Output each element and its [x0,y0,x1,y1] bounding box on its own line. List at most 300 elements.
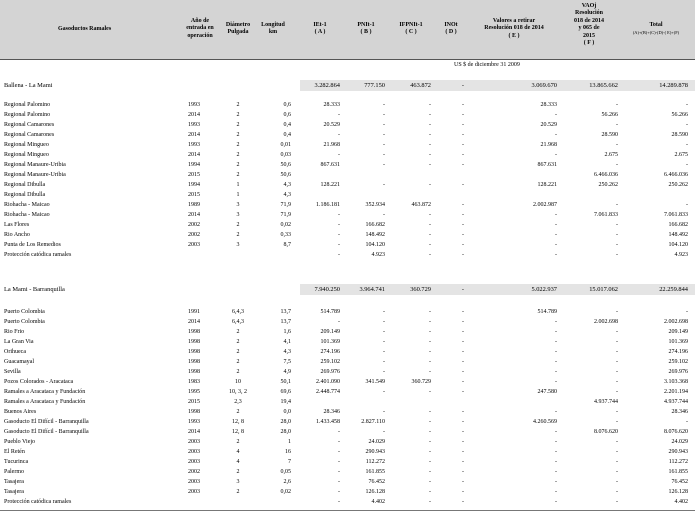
row-year: 2014 [188,212,200,218]
row-length: 13,7 [280,319,291,325]
header-col-a: IEt-1 ( A ) [313,22,327,36]
row-length: 0,4 [283,122,291,128]
row-value-t: 274.196 [668,349,688,355]
row-value-d: - [462,439,464,445]
row-diameter: 2 [236,222,240,228]
row-year: 2003 [188,479,200,485]
row-length: 0,05 [280,469,291,475]
row-value-f: - [616,102,618,108]
row-name: Pozos Colorados - Aracataca [4,379,74,385]
row-value-f: - [616,309,618,315]
row-value-f: - [616,379,618,385]
row-value-f: - [616,329,618,335]
row-length: 1,6 [283,329,291,335]
row-value-d: - [462,182,464,188]
row-value-t: 4.402 [674,499,688,505]
row-value-d: - [462,479,464,485]
row-value-b: - [383,152,385,158]
row-diameter: 2 [236,369,240,375]
row-value-b: - [383,162,385,168]
row-value-b: 290.943 [365,449,385,455]
row-name: Las Flores [4,222,30,228]
row-diameter: 2 [236,409,240,415]
row-value-e: - [555,222,557,228]
row-value-c: - [429,449,431,455]
row-value-a: - [338,439,340,445]
row-value-d: - [462,369,464,375]
row-value-e: - [555,242,557,248]
row-value-a: - [338,489,340,495]
row-value-d: - [462,409,464,415]
row-value-e: - [555,469,557,475]
row-value-f: - [616,122,618,128]
row-value-d: - [462,232,464,238]
row-value-a: 209.149 [320,329,340,335]
section-total-e: 5.022.937 [531,286,557,293]
row-diameter: 2 [236,329,240,335]
row-length: 50,6 [280,172,291,178]
row-length: 19,4 [280,399,291,405]
row-value-d: - [462,349,464,355]
row-year: 1993 [188,102,200,108]
row-diameter: 1 [236,192,240,198]
row-value-c: - [429,429,431,435]
row-value-e: - [555,112,557,118]
row-diameter: 3 [236,212,240,218]
row-value-c: - [429,369,431,375]
row-value-a: - [338,319,340,325]
row-value-e: - [555,359,557,365]
table-row [0,150,695,160]
row-value-t: 2.675 [674,152,688,158]
row-value-t: 28.346 [671,409,688,415]
header-gasoductos: Gasoductos Ramales [58,26,112,32]
row-value-c: - [429,142,431,148]
row-year: 2002 [188,232,200,238]
row-length: 7 [288,459,291,465]
row-value-b: - [383,429,385,435]
row-value-b: - [383,212,385,218]
section-total-d: - [461,82,464,89]
table-row [0,387,695,397]
row-diameter: 4 [236,449,240,455]
section-row [0,284,695,295]
row-value-d: - [462,242,464,248]
section-total-t: 22.259.844 [659,286,688,293]
row-value-c: - [429,182,431,188]
row-value-a: - [338,222,340,228]
table-row [0,487,695,497]
row-value-b: - [383,359,385,365]
row-name: Palermo [4,469,24,475]
table-row [0,417,695,427]
row-value-f: - [616,449,618,455]
row-diameter: 10 [235,379,241,385]
header-longitud: Longitud km [261,22,285,36]
row-value-d: - [462,222,464,228]
row-value-d: - [462,102,464,108]
row-value-c: - [429,242,431,248]
row-length: 0,03 [280,152,291,158]
row-value-d: - [462,309,464,315]
row-length: 0,33 [280,232,291,238]
row-diameter: 2 [236,489,240,495]
row-year: 1998 [188,339,200,345]
row-name: Orihueca [4,349,26,355]
row-name: Protección catódica ramales [4,499,72,505]
row-year: 2003 [188,449,200,455]
row-value-t: 8.076.620 [664,429,688,435]
row-name: Tasajera [4,489,24,495]
row-name: Regional Manaure-Uribia [4,162,66,168]
row-length: 0,6 [283,112,291,118]
row-value-a: 21.968 [323,142,340,148]
row-value-e: - [555,232,557,238]
row-value-e: - [555,132,557,138]
table-row [0,100,695,110]
row-value-e: - [555,429,557,435]
row-value-a: 28.346 [323,409,340,415]
row-name: Regional Camarones [4,132,55,138]
row-diameter: 10, 3, 2 [229,389,247,395]
section-total-b: 3.964.741 [359,286,385,293]
row-year: 1983 [188,379,200,385]
row-year: 1993 [188,142,200,148]
row-value-b: 126.128 [365,489,385,495]
row-value-b: - [383,349,385,355]
table-row [0,407,695,417]
row-name: Tasajera [4,479,24,485]
row-value-t: 76.452 [671,479,688,485]
row-value-t: 269.976 [668,369,688,375]
row-value-d: - [462,339,464,345]
row-value-b: - [383,142,385,148]
header-col-b: PNIt-1 ( B ) [357,22,375,36]
row-value-t: 161.855 [668,469,688,475]
row-name: Puerto Colombia [4,309,45,315]
row-value-f: 6.466.036 [594,172,618,178]
row-value-e: 247.580 [537,389,557,395]
row-value-a: - [338,242,340,248]
row-value-e: 514.789 [537,309,557,315]
row-value-b: - [383,409,385,415]
row-value-f: 2.002.698 [594,319,618,325]
row-value-a: - [338,112,340,118]
row-value-e: 28.333 [540,102,557,108]
row-diameter: 2 [236,142,240,148]
row-name: Buenos Aires [4,409,37,415]
row-value-b: - [383,102,385,108]
row-diameter: 2,3 [234,399,242,405]
row-value-e: - [555,212,557,218]
row-value-f: - [616,469,618,475]
row-length: 1 [288,439,291,445]
section-row [0,80,695,91]
row-name: El Retén [4,449,25,455]
row-diameter: 3 [236,242,240,248]
row-value-f: - [616,232,618,238]
section-total-c: 360.729 [410,286,431,293]
row-value-d: - [462,319,464,325]
row-year: 1998 [188,329,200,335]
row-value-e: - [555,499,557,505]
row-value-b: 161.855 [365,469,385,475]
row-value-e: - [555,319,557,325]
row-value-a: 101.369 [320,339,340,345]
row-name: Puerto Colombia [4,319,45,325]
row-value-c: - [429,112,431,118]
row-value-t: - [686,202,688,208]
table-row [0,497,695,507]
row-value-e: - [555,329,557,335]
row-name: Regional Mingueo [4,152,49,158]
row-name: Regional Camarones [4,122,55,128]
row-value-d: - [462,459,464,465]
row-diameter: 2 [236,172,240,178]
table-row [0,130,695,140]
row-length: 71,9 [280,202,291,208]
row-value-e: 4.260.569 [533,419,557,425]
row-name: Regional Palomino [4,112,51,118]
row-value-c: - [429,309,431,315]
row-value-t: 6.466.036 [664,172,688,178]
row-name: Ramales a Aracataca y Fundación [4,389,86,395]
row-value-b: 4.923 [371,252,385,258]
row-value-a: 2.448.774 [316,389,340,395]
section-total-a: 3.282.864 [314,82,340,89]
row-year: 2014 [188,112,200,118]
row-value-b: 76.452 [368,479,385,485]
table-row [0,357,695,367]
row-value-t: 126.128 [668,489,688,495]
row-value-f: - [616,389,618,395]
row-value-c: - [429,499,431,505]
row-value-t: 259.102 [668,359,688,365]
row-value-d: - [462,469,464,475]
row-value-b: 112.272 [365,459,385,465]
row-value-t: - [686,122,688,128]
row-value-a: 28.333 [323,102,340,108]
section-total-f: 15.017.062 [589,286,618,293]
row-length: 4,3 [283,349,291,355]
row-diameter: 2 [236,112,240,118]
row-value-t: 104.120 [668,242,688,248]
row-diameter: 2 [236,469,240,475]
row-length: 28,0 [280,419,291,425]
row-length: 0,01 [280,142,291,148]
header-diametro: Diámetro Pulgada [225,22,251,36]
row-value-f: - [616,142,618,148]
row-value-d: - [462,132,464,138]
row-value-t: 2.201.194 [664,389,688,395]
table-row [0,250,695,260]
row-value-b: - [383,319,385,325]
row-value-e: - [555,479,557,485]
row-year: 1998 [188,409,200,415]
table-row [0,307,695,317]
row-value-b: - [383,132,385,138]
header-col-f: VAOj Resolución 018 de 2014 y 065 de 2015 ( F ) [574,3,604,47]
table-row [0,110,695,120]
row-value-d: - [462,152,464,158]
row-value-f: 8.076.620 [594,429,618,435]
row-value-c: - [429,122,431,128]
row-value-b: - [383,389,385,395]
row-value-f: - [616,459,618,465]
row-diameter: 6,4,3 [232,319,244,325]
row-value-c: - [429,152,431,158]
row-value-c: - [429,232,431,238]
row-name: Gasoducto El Difícil - Barranquilla [4,419,89,425]
row-length: 69,6 [280,389,291,395]
row-length: 4,1 [283,339,291,345]
table-row [0,190,695,200]
row-length: 16 [285,449,291,455]
row-value-e: 20.529 [540,122,557,128]
row-year: 1991 [188,309,200,315]
row-value-a: - [338,152,340,158]
row-name: Regional Manaure-Uribia [4,172,66,178]
row-year: 2014 [188,319,200,325]
table-row [0,170,695,180]
row-value-f: 28.590 [601,132,618,138]
row-value-a: 259.102 [320,359,340,365]
row-value-d: - [462,449,464,455]
row-value-d: - [462,359,464,365]
section-total-d: - [461,286,464,293]
row-length: 0,0 [283,409,291,415]
row-value-b: - [383,309,385,315]
table-row [0,337,695,347]
row-year: 2015 [188,399,200,405]
row-value-d: - [462,162,464,168]
row-value-c: - [429,469,431,475]
row-year: 1993 [188,419,200,425]
table-row [0,230,695,240]
row-value-e: - [555,439,557,445]
row-value-d: - [462,329,464,335]
row-value-b: 166.682 [365,222,385,228]
row-value-c: - [429,409,431,415]
row-value-c: - [429,349,431,355]
row-value-c: - [429,212,431,218]
row-value-t: 4.923 [674,252,688,258]
header-anio: Año de entrada en operación [186,18,214,39]
row-value-c: - [429,252,431,258]
row-value-a: - [338,132,340,138]
row-diameter: 2 [236,122,240,128]
table-row [0,327,695,337]
row-value-b: - [383,369,385,375]
row-value-f: - [616,242,618,248]
row-value-e: 2.002.987 [533,202,557,208]
row-value-c: 463.872 [411,202,431,208]
row-value-f: - [616,489,618,495]
row-name: Tucurinca [4,459,29,465]
row-year: 2015 [188,192,200,198]
table-row [0,377,695,387]
table-row [0,220,695,230]
row-year: 2015 [188,172,200,178]
row-diameter: 2 [236,349,240,355]
row-value-t: 2.002.698 [664,319,688,325]
row-value-b: 2.827.110 [361,419,385,425]
row-value-d: - [462,202,464,208]
table-row [0,447,695,457]
row-diameter: 12, 8 [232,429,244,435]
row-year: 2003 [188,459,200,465]
bottom-rule [0,510,695,511]
row-value-t: - [686,419,688,425]
table-row [0,200,695,210]
row-value-f: - [616,359,618,365]
row-name: Pueblo Viejo [4,439,36,445]
row-value-f: - [616,222,618,228]
row-value-b: - [383,112,385,118]
row-value-t: 4.937.744 [664,399,688,405]
row-diameter: 2 [236,439,240,445]
row-value-e: - [555,152,557,158]
row-value-b: - [383,122,385,128]
row-length: 4,3 [283,192,291,198]
row-length: 0,4 [283,132,291,138]
table-row [0,240,695,250]
row-length: 0,6 [283,102,291,108]
row-value-a: - [338,469,340,475]
row-year: 2002 [188,469,200,475]
row-value-b: 148.492 [365,232,385,238]
row-length: 0,02 [280,222,291,228]
row-value-a: - [338,449,340,455]
section-total-a: 7.940.250 [314,286,340,293]
row-year: 2003 [188,242,200,248]
row-value-f: 56.266 [601,112,618,118]
row-length: 7,5 [283,359,291,365]
row-value-t: 56.266 [671,112,688,118]
row-length: 28,0 [280,429,291,435]
section-total-c: 463.872 [410,82,431,89]
row-year: 2014 [188,152,200,158]
row-value-e: - [555,459,557,465]
row-year: 1993 [188,122,200,128]
table-row [0,397,695,407]
row-year: 1994 [188,182,200,188]
section-total-f: 13.865.662 [589,82,618,89]
row-value-a: - [338,479,340,485]
row-value-a: 20.529 [323,122,340,128]
row-year: 1995 [188,389,200,395]
row-value-a: 274.196 [320,349,340,355]
row-value-a: - [338,252,340,258]
row-value-a: 514.789 [320,309,340,315]
row-value-d: - [462,379,464,385]
row-year: 1994 [188,162,200,168]
row-value-b: - [383,329,385,335]
row-year: 2002 [188,222,200,228]
row-value-c: - [429,359,431,365]
row-value-d: - [462,142,464,148]
row-value-b: 104.120 [365,242,385,248]
row-value-t: - [686,162,688,168]
header-col-e: Valores a retirar Resolución 018 de 2014 ( E ) [484,18,544,39]
row-value-a: - [338,459,340,465]
row-name: La Gran Via [4,339,34,345]
section-total-b: 777.150 [364,82,385,89]
row-name: Punta de Los Remedios [4,242,61,248]
row-value-t: 166.682 [668,222,688,228]
row-diameter: 2 [236,102,240,108]
row-year: 1998 [188,349,200,355]
